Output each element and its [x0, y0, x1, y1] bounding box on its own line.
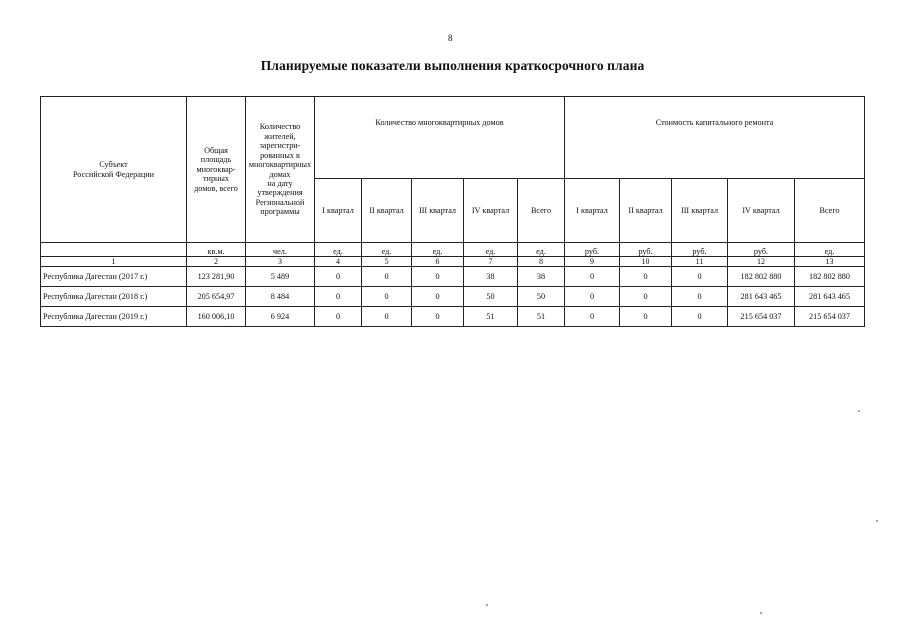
- row-houses-q3: 0: [412, 287, 464, 307]
- unit-cell: ед.: [464, 243, 518, 257]
- scan-speck: [858, 410, 860, 412]
- row-houses-q4: 50: [464, 287, 518, 307]
- unit-cell: ед.: [412, 243, 464, 257]
- table-row: [41, 287, 865, 307]
- row-houses-q4: 38: [464, 267, 518, 287]
- row-cost-q1: 0: [565, 287, 620, 307]
- row-cost-q3: 0: [672, 307, 728, 327]
- row-residents: 6 924: [246, 307, 315, 327]
- column-number: 12: [728, 257, 795, 267]
- page-number: 8: [448, 33, 453, 43]
- unit-cell: ед.: [518, 243, 565, 257]
- scan-speck: [486, 604, 488, 606]
- row-residents: 5 489: [246, 267, 315, 287]
- row-cost-q1: 0: [565, 267, 620, 287]
- unit-cell: чел.: [246, 243, 315, 257]
- unit-cell: руб.: [565, 243, 620, 257]
- column-number: 8: [518, 257, 565, 267]
- plan-indicators-table: [40, 96, 865, 327]
- row-cost-q2: 0: [620, 287, 672, 307]
- row-total-area: 160 006,10: [187, 307, 246, 327]
- header-cost-total: Всего: [795, 179, 865, 243]
- header-subject: Субъект Российской Федерации: [41, 97, 187, 243]
- row-houses-q2: 0: [362, 287, 412, 307]
- row-subject: Республика Дагестан (2018 г.): [41, 287, 187, 307]
- column-number: 2: [187, 257, 246, 267]
- row-cost-q4: 281 643 465: [728, 287, 795, 307]
- row-houses-q1: 0: [315, 287, 362, 307]
- header-total-area: Общая площадь многоквар- тирных домов, всего: [187, 97, 246, 243]
- scan-speck: [876, 520, 878, 522]
- column-number: 9: [565, 257, 620, 267]
- table-row: [41, 307, 865, 327]
- row-cost-q4: 182 802 880: [728, 267, 795, 287]
- column-number: 1: [41, 257, 187, 267]
- table-row: [41, 267, 865, 287]
- row-cost-total: 215 654 037: [795, 307, 865, 327]
- header-houses-group: Количество многоквартирных домов: [315, 97, 565, 179]
- unit-cell: ед.: [795, 243, 865, 257]
- row-total-area: 205 654,97: [187, 287, 246, 307]
- row-subject: Республика Дагестан (2017 г.): [41, 267, 187, 287]
- row-houses-q3: 0: [412, 267, 464, 287]
- unit-cell: руб.: [728, 243, 795, 257]
- row-subject: Республика Дагестан (2019 г.): [41, 307, 187, 327]
- column-number: 10: [620, 257, 672, 267]
- unit-cell: ед.: [315, 243, 362, 257]
- row-houses-q1: 0: [315, 267, 362, 287]
- scan-speck: [760, 612, 762, 614]
- row-residents: 8 484: [246, 287, 315, 307]
- row-cost-q4: 215 654 037: [728, 307, 795, 327]
- row-cost-q3: 0: [672, 287, 728, 307]
- row-houses-q3: 0: [412, 307, 464, 327]
- row-houses-total: 38: [518, 267, 565, 287]
- header-houses-total: Всего: [518, 179, 565, 243]
- row-houses-q1: 0: [315, 307, 362, 327]
- row-houses-q2: 0: [362, 307, 412, 327]
- header-row-main: [41, 97, 865, 179]
- row-houses-q2: 0: [362, 267, 412, 287]
- unit-cell: руб.: [620, 243, 672, 257]
- column-number: 13: [795, 257, 865, 267]
- row-houses-total: 51: [518, 307, 565, 327]
- row-houses-total: 50: [518, 287, 565, 307]
- row-cost-q2: 0: [620, 307, 672, 327]
- header-houses-q3: III квартал: [412, 179, 464, 243]
- column-numbers-row: [41, 257, 865, 267]
- units-row: [41, 243, 865, 257]
- unit-cell: [41, 243, 187, 257]
- header-cost-q2: II квартал: [620, 179, 672, 243]
- header-cost-q4: IV квартал: [728, 179, 795, 243]
- row-houses-q4: 51: [464, 307, 518, 327]
- row-cost-total: 281 643 465: [795, 287, 865, 307]
- header-houses-q4: IV квартал: [464, 179, 518, 243]
- unit-cell: руб.: [672, 243, 728, 257]
- row-cost-q3: 0: [672, 267, 728, 287]
- header-cost-q1: I квартал: [565, 179, 620, 243]
- header-cost-group: Стоимость капитального ремонта: [565, 97, 865, 179]
- page-title: Планируемые показатели выполнения краткосрочного плана: [260, 58, 645, 73]
- row-total-area: 123 281,90: [187, 267, 246, 287]
- column-number: 4: [315, 257, 362, 267]
- row-cost-q2: 0: [620, 267, 672, 287]
- header-houses-q1: I квартал: [315, 179, 362, 243]
- column-number: 7: [464, 257, 518, 267]
- column-number: 5: [362, 257, 412, 267]
- row-cost-total: 182 802 880: [795, 267, 865, 287]
- unit-cell: ед.: [362, 243, 412, 257]
- header-residents: Количество жителей, зарегистри- рованных в многоквартирных домах на дату утверждения Региональной программы: [246, 97, 315, 243]
- unit-cell: кв.м.: [187, 243, 246, 257]
- column-number: 3: [246, 257, 315, 267]
- column-number: 11: [672, 257, 728, 267]
- column-number: 6: [412, 257, 464, 267]
- header-cost-q3: III квартал: [672, 179, 728, 243]
- row-cost-q1: 0: [565, 307, 620, 327]
- header-houses-q2: II квартал: [362, 179, 412, 243]
